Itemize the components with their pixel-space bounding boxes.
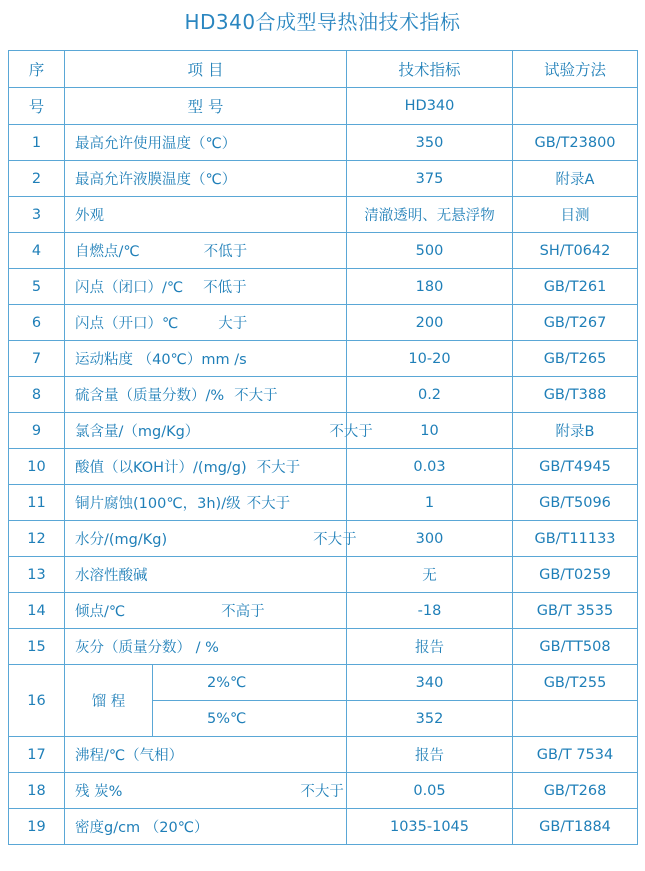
spec-value: 0.03 <box>347 449 513 485</box>
test-method: GB/TT508 <box>513 629 638 665</box>
item-cell <box>65 593 347 629</box>
item-qualifier: 不大于 <box>246 496 291 512</box>
row-number: 2 <box>9 161 65 197</box>
model-method-empty <box>513 88 638 125</box>
row-number: 4 <box>9 233 65 269</box>
item-qualifier: 大于 <box>218 316 248 332</box>
item-cell <box>65 449 347 485</box>
spec-value: 0.2 <box>347 377 513 413</box>
item-cell <box>65 161 347 197</box>
row-number: 10 <box>9 449 65 485</box>
row-number: 3 <box>9 197 65 233</box>
table-row <box>9 737 638 773</box>
item-qualifier: 不大于 <box>329 424 373 440</box>
item-qualifier: 不大于 <box>234 388 278 404</box>
table-row <box>9 809 638 845</box>
item-label: 运动粘度 （40℃）mm /s <box>75 352 247 368</box>
row-number: 7 <box>9 341 65 377</box>
item-cell <box>65 773 347 809</box>
test-method: GB/T265 <box>513 341 638 377</box>
row-number: 18 <box>9 773 65 809</box>
item-qualifier: 不高于 <box>221 604 265 620</box>
table-row <box>9 161 638 197</box>
item-qualifier: 不大于 <box>300 784 344 800</box>
test-method: GB/T0259 <box>513 557 638 593</box>
item-label: 倾点/℃ <box>75 604 126 620</box>
spec-table <box>8 50 638 845</box>
spec-value: 352 <box>347 701 513 737</box>
item-cell <box>65 413 373 449</box>
spec-value: 1035-1045 <box>347 809 513 845</box>
item-label: 铜片腐蚀(100℃，3h)/级 <box>75 496 241 512</box>
header-method: 试验方法 <box>513 51 638 88</box>
item-label: 闪点（闭口）/℃ <box>75 280 184 296</box>
spec-value: 清澈透明、无悬浮物 <box>347 197 513 233</box>
item-cell <box>65 341 347 377</box>
item-label: 密度g/cm （20℃） <box>75 820 209 836</box>
row-number: 17 <box>9 737 65 773</box>
spec-value: 375 <box>347 161 513 197</box>
table-row <box>9 485 638 521</box>
test-method: 附录B <box>513 413 638 449</box>
test-method: GB/T23800 <box>513 125 638 161</box>
test-method: GB/T 3535 <box>513 593 638 629</box>
table-row <box>9 413 638 449</box>
spec-value: 350 <box>347 125 513 161</box>
test-method: GB/T4945 <box>513 449 638 485</box>
item-cell <box>65 629 347 665</box>
item-label: 水溶性酸碱 <box>75 568 148 584</box>
table-row <box>9 269 638 305</box>
spec-value: 180 <box>347 269 513 305</box>
item-cell <box>65 125 347 161</box>
spec-value: 500 <box>347 233 513 269</box>
table-row <box>9 593 638 629</box>
item-label: 外观 <box>75 208 104 224</box>
table-row <box>9 197 638 233</box>
model-row <box>9 88 638 125</box>
item-cell <box>65 737 347 773</box>
row-number: 8 <box>9 377 65 413</box>
test-method: GB/T1884 <box>513 809 638 845</box>
row-number: 5 <box>9 269 65 305</box>
spec-value: 10 <box>347 413 513 449</box>
item-qualifier: 不低于 <box>203 280 247 296</box>
item-cell <box>65 377 347 413</box>
table-row <box>9 377 638 413</box>
row-number: 9 <box>9 413 65 449</box>
distillation-condition: 5%℃ <box>153 701 347 737</box>
test-method: GB/T255 <box>513 665 638 701</box>
spec-value: 报告 <box>347 737 513 773</box>
table-row <box>9 557 638 593</box>
header-seq-bottom: 号 <box>9 88 65 125</box>
distillation-label: 馏 程 <box>65 665 153 737</box>
test-method: GB/T388 <box>513 377 638 413</box>
test-method: GB/T11133 <box>513 521 638 557</box>
row-number: 1 <box>9 125 65 161</box>
item-cell <box>65 557 347 593</box>
item-cell <box>65 809 347 845</box>
item-label: 最高允许液膜温度（℃） <box>75 172 237 188</box>
item-label: 自燃点/℃ <box>75 244 140 260</box>
spec-value: 300 <box>347 521 513 557</box>
spec-value: 无 <box>347 557 513 593</box>
table-row <box>9 233 638 269</box>
item-label: 灰分（质量分数） / % <box>75 640 219 656</box>
test-method: SH/T0642 <box>513 233 638 269</box>
item-cell <box>65 521 357 557</box>
row-number: 11 <box>9 485 65 521</box>
item-label: 沸程/℃（气相） <box>75 748 184 764</box>
model-label: 型 号 <box>65 88 347 125</box>
table-row <box>9 125 638 161</box>
spec-value: 1 <box>347 485 513 521</box>
test-method: 目测 <box>513 197 638 233</box>
item-label: 氯含量/（mg/Kg） <box>75 424 200 440</box>
row-number: 14 <box>9 593 65 629</box>
item-cell <box>65 233 347 269</box>
item-label: 硫含量（质量分数）/% <box>75 388 225 404</box>
test-method <box>513 701 638 737</box>
test-method: GB/T 7534 <box>513 737 638 773</box>
table-row <box>9 305 638 341</box>
test-method: GB/T267 <box>513 305 638 341</box>
header-seq-top: 序 <box>9 51 65 88</box>
test-method: GB/T261 <box>513 269 638 305</box>
spec-value: 200 <box>347 305 513 341</box>
table-row <box>9 449 638 485</box>
item-label: 水分/(mg/Kg) <box>75 532 168 548</box>
test-method: GB/T268 <box>513 773 638 809</box>
spec-value: -18 <box>347 593 513 629</box>
row-number: 6 <box>9 305 65 341</box>
table-row <box>9 773 638 809</box>
document-title: HD340合成型导热油技术指标 <box>184 10 461 34</box>
model-value: HD340 <box>347 88 513 125</box>
row-number: 13 <box>9 557 65 593</box>
table-row <box>9 521 638 557</box>
test-method: 附录A <box>513 161 638 197</box>
test-method: GB/T5096 <box>513 485 638 521</box>
header-row <box>9 51 638 88</box>
table-row <box>9 629 638 665</box>
row-number: 15 <box>9 629 65 665</box>
item-cell <box>65 269 347 305</box>
spec-value: 340 <box>347 665 513 701</box>
item-qualifier: 不低于 <box>203 244 248 260</box>
header-item: 项 目 <box>65 51 347 88</box>
row-number: 12 <box>9 521 65 557</box>
spec-value: 10-20 <box>347 341 513 377</box>
item-qualifier: 不大于 <box>313 532 357 548</box>
item-cell <box>65 485 347 521</box>
item-label: 酸值（以KOH计）/(mg/g) <box>75 460 247 476</box>
spec-value: 0.05 <box>347 773 513 809</box>
spec-value: 报告 <box>347 629 513 665</box>
item-qualifier: 不大于 <box>256 460 301 476</box>
item-cell <box>65 305 347 341</box>
item-cell <box>65 197 347 233</box>
row-number: 19 <box>9 809 65 845</box>
table-row <box>9 341 638 377</box>
item-label: 闪点（开口）℃ <box>75 316 179 332</box>
item-label: 残 炭% <box>75 784 123 800</box>
item-label: 最高允许使用温度（℃） <box>75 136 237 152</box>
header-spec: 技术指标 <box>347 51 513 88</box>
distillation-row-1 <box>9 665 638 701</box>
distillation-condition: 2%℃ <box>153 665 347 701</box>
row-number: 16 <box>9 665 65 737</box>
